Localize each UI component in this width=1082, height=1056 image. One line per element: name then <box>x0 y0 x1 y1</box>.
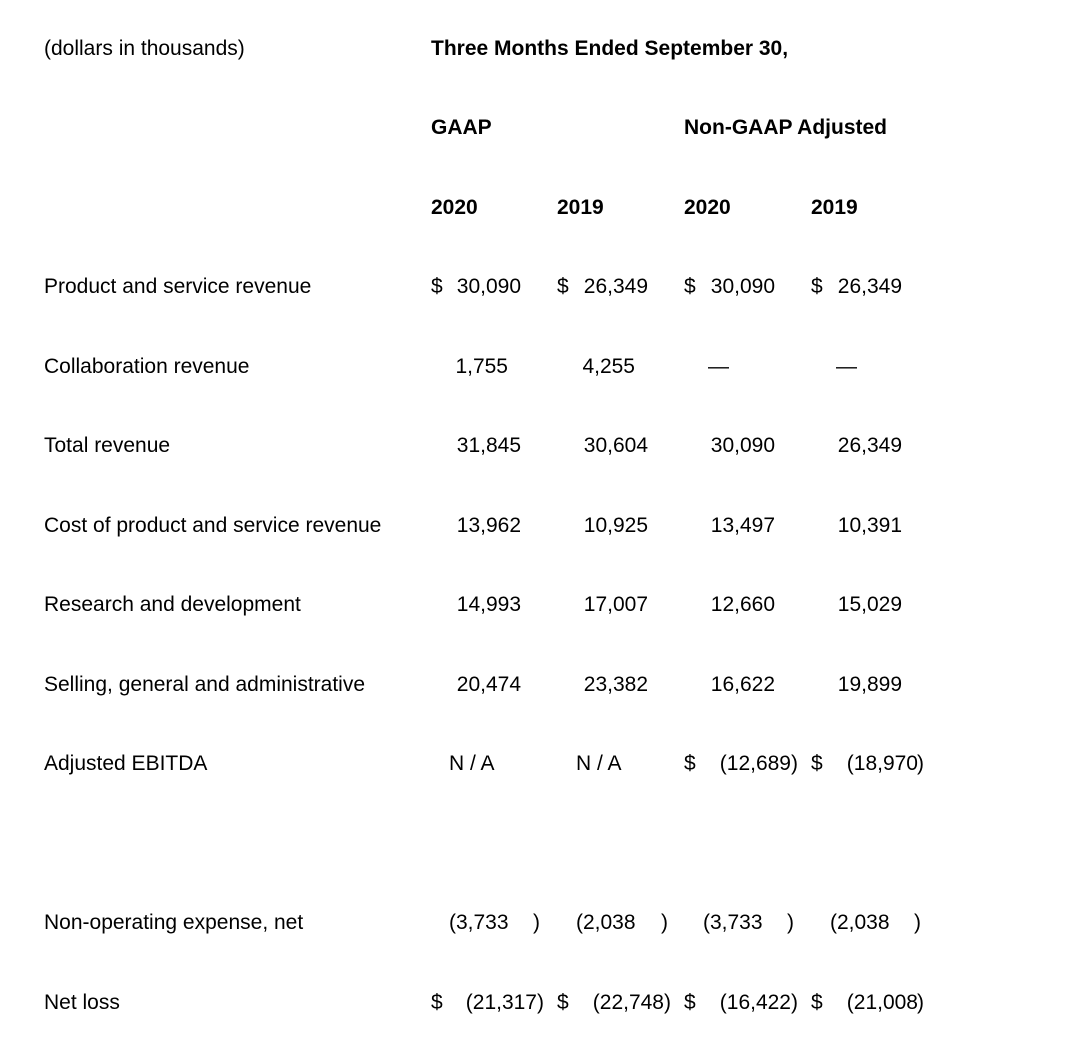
row-label: Non-operating expense, net <box>44 911 304 934</box>
gaap-heading: GAAP <box>431 116 492 139</box>
table-cell: (21,317 <box>465 991 537 1014</box>
dollar-sign: $ <box>684 991 696 1014</box>
year-gaap-2019: 2019 <box>557 196 604 219</box>
table-cell: 20,474 <box>456 673 521 696</box>
table-cell: N / A <box>449 752 495 775</box>
row-label: Cost of product and service revenue <box>44 514 382 537</box>
year-nongaap-2019: 2019 <box>811 196 858 219</box>
dollar-sign: $ <box>684 275 696 298</box>
table-cell: 17,007 <box>583 593 648 616</box>
dollar-sign: $ <box>557 275 569 298</box>
table-cell: 12,660 <box>710 593 775 616</box>
table-cell: N / A <box>576 752 622 775</box>
closing-paren: ) <box>791 991 798 1014</box>
row-label: Total revenue <box>44 434 171 457</box>
table-cell: (3,733 <box>703 911 763 934</box>
table-cell: (18,970 <box>846 752 918 775</box>
table-cell: 1,755 <box>455 355 508 378</box>
table-cell: 26,349 <box>583 275 648 298</box>
table-cell: 19,899 <box>837 673 902 696</box>
table-cell: 14,993 <box>456 593 521 616</box>
closing-paren: ) <box>787 911 794 934</box>
dollar-sign: $ <box>811 275 823 298</box>
table-cell: 16,622 <box>710 673 775 696</box>
dollar-sign: $ <box>811 752 823 775</box>
table-cell: 30,090 <box>456 275 521 298</box>
table-cell: (16,422 <box>719 991 791 1014</box>
table-cell: (21,008 <box>846 991 918 1014</box>
year-gaap-2020: 2020 <box>431 196 478 219</box>
year-nongaap-2020: 2020 <box>684 196 731 219</box>
period-heading: Three Months Ended September 30, <box>431 37 789 60</box>
table-cell: — <box>708 355 729 378</box>
table-cell: 13,962 <box>456 514 521 537</box>
row-label: Selling, general and administrative <box>44 673 366 696</box>
non-gaap-heading: Non-GAAP Adjusted <box>684 116 887 139</box>
units-label: (dollars in thousands) <box>44 37 245 60</box>
row-label: Research and development <box>44 593 301 616</box>
table-cell: 4,255 <box>582 355 635 378</box>
row-label: Net loss <box>44 991 120 1014</box>
table-cell: 30,090 <box>710 434 775 457</box>
closing-paren: ) <box>537 991 544 1014</box>
table-cell: (22,748 <box>592 991 664 1014</box>
table-cell: 10,391 <box>837 514 902 537</box>
dollar-sign: $ <box>557 991 569 1014</box>
table-cell: 30,090 <box>710 275 775 298</box>
dollar-sign: $ <box>431 991 443 1014</box>
row-label: Adjusted EBITDA <box>44 752 208 775</box>
closing-paren: ) <box>664 991 671 1014</box>
row-label: Collaboration revenue <box>44 355 250 378</box>
table-cell: (2,038 <box>830 911 890 934</box>
dollar-sign: $ <box>684 752 696 775</box>
closing-paren: ) <box>533 911 540 934</box>
closing-paren: ) <box>917 991 924 1014</box>
table-cell: 31,845 <box>456 434 521 457</box>
table-cell: (12,689 <box>719 752 791 775</box>
table-cell: 26,349 <box>837 434 902 457</box>
table-cell: 30,604 <box>583 434 648 457</box>
row-label: Product and service revenue <box>44 275 312 298</box>
dollar-sign: $ <box>811 991 823 1014</box>
dollar-sign: $ <box>431 275 443 298</box>
closing-paren: ) <box>917 752 924 775</box>
table-cell: 23,382 <box>583 673 648 696</box>
table-cell: (3,733 <box>449 911 509 934</box>
closing-paren: ) <box>914 911 921 934</box>
table-cell: (2,038 <box>576 911 636 934</box>
table-cell: — <box>836 355 857 378</box>
table-cell: 15,029 <box>837 593 902 616</box>
table-cell: 26,349 <box>837 275 902 298</box>
closing-paren: ) <box>661 911 668 934</box>
table-cell: 10,925 <box>583 514 648 537</box>
closing-paren: ) <box>791 752 798 775</box>
table-cell: 13,497 <box>710 514 775 537</box>
